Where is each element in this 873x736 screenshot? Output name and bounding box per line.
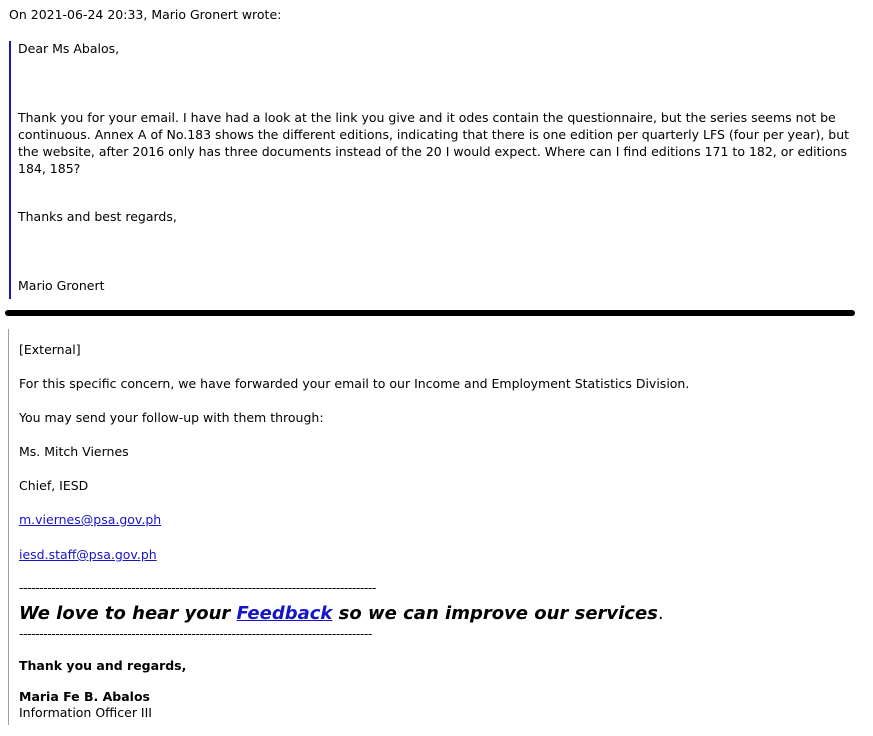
quoted-body: Thank you for your email. I have had a look at the link you give and it odes contain the questionnaire, but the series seems not be continuous. Annex A of No.183 shows the different editions, indicating that there is one edition per quarterly LFS (four per year), but the website, after 2016 only has three documents instead of the 20 I would expect. Where can I find editions 171 to 182, or editions 184, 185? [18,110,850,176]
email-link-viernes[interactable]: m.viernes@psa.gov.ph [19,512,162,527]
quote-header: On 2021-06-24 20:33, Mario Gronert wrote: [9,7,282,22]
contact-name: Ms. Mitch Viernes [19,444,129,459]
quoted-closing: Thanks and best regards, [18,209,177,224]
feedback-link[interactable]: Feedback [236,603,333,624]
feedback-banner [19,602,664,626]
sender-title: Information Officer III [19,705,152,720]
feedback-period: . [657,603,664,624]
sender-name: Maria Fe B. Abalos [19,689,150,704]
external-tag: [External] [19,342,81,357]
contact-title: Chief, IESD [19,478,89,493]
dash-separator-top: ----------------------------------------------------------------------------------------- [19,580,376,595]
quoted-greeting: Dear Ms Abalos, [18,41,120,56]
reply-thanks: Thank you and regards, [19,658,187,673]
message-divider [5,310,855,316]
reply-bar [8,329,9,725]
reply-line-forwarded: For this specific concern, we have forwarded your email to our Income and Employment Statistics Division. [19,376,690,391]
quote-bar [9,41,11,299]
dash-separator-bottom: ---------------------------------------------------------------------------------------- [19,626,372,641]
reply-line-followup: You may send your follow-up with them through: [19,410,324,425]
feedback-prefix: We love to hear your [19,603,237,624]
feedback-suffix: so we can improve our services [332,603,658,624]
email-link-iesd-staff[interactable]: iesd.staff@psa.gov.ph [19,547,157,562]
quoted-signature: Mario Gronert [18,278,105,293]
